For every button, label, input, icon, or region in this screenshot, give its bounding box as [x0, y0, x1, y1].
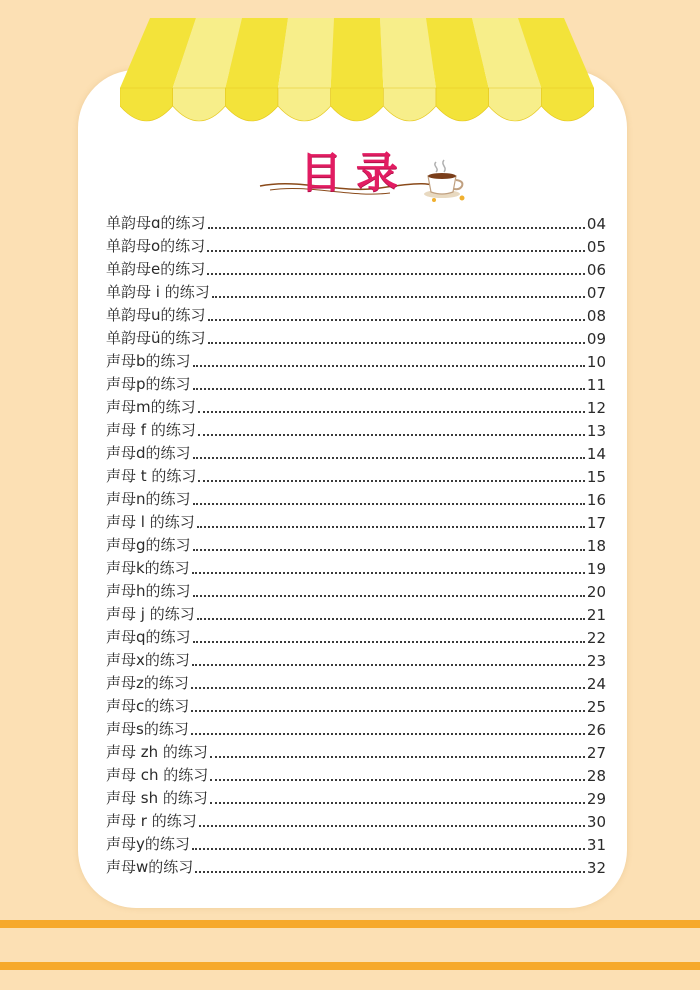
awning-scallop	[278, 88, 331, 121]
toc-entry[interactable]	[106, 647, 606, 670]
toc-entry-page: 29	[586, 790, 606, 808]
awning-scallop	[173, 88, 226, 121]
toc-entry-label: 声母d的练习	[106, 444, 191, 462]
toc-entry-label: 声母 r 的练习	[106, 812, 197, 830]
toc-leader-dots	[191, 733, 585, 735]
toc-entry-label: 声母 f 的练习	[106, 421, 196, 439]
striped-awning-icon	[120, 18, 594, 130]
toc-entry-page: 20	[586, 583, 606, 601]
toc-leader-dots	[193, 549, 585, 551]
toc-entry-label: 声母 sh 的练习	[106, 789, 208, 807]
toc-entry[interactable]	[106, 371, 606, 394]
toc-entry[interactable]	[106, 716, 606, 739]
toc-leader-dots	[208, 342, 585, 344]
toc-entry-label: 单韵母u的练习	[106, 306, 206, 324]
toc-entry[interactable]	[106, 463, 606, 486]
toc-leader-dots	[193, 595, 585, 597]
toc-leader-dots	[207, 250, 585, 252]
toc-entry-label: 单韵母e的练习	[106, 260, 206, 278]
toc-leader-dots	[191, 687, 585, 689]
toc-entry[interactable]	[106, 739, 606, 762]
toc-entry-page: 09	[586, 330, 606, 348]
toc-entry-page: 27	[586, 744, 606, 762]
toc-entry[interactable]	[106, 831, 606, 854]
toc-entry-label: 声母z的练习	[106, 674, 189, 692]
toc-leader-dots	[193, 503, 585, 505]
toc-entry-page: 32	[586, 859, 606, 877]
toc-leader-dots	[192, 848, 585, 850]
toc-leader-dots	[193, 641, 585, 643]
toc-entry-page: 31	[586, 836, 606, 854]
toc-entry[interactable]	[106, 670, 606, 693]
toc-entry-page: 26	[586, 721, 606, 739]
toc-leader-dots	[193, 457, 585, 459]
toc-leader-dots	[198, 411, 585, 413]
toc-entry-page: 21	[586, 606, 606, 624]
toc-entry-label: 单韵母ɑ的练习	[106, 214, 206, 232]
toc-entry[interactable]	[106, 233, 606, 256]
toc-entry-label: 声母n的练习	[106, 490, 191, 508]
toc-entry-page: 11	[586, 376, 606, 394]
toc-entry-page: 28	[586, 767, 606, 785]
toc-entry[interactable]	[106, 555, 606, 578]
toc-leader-dots	[193, 388, 585, 390]
toc-entry-page: 14	[586, 445, 606, 463]
awning-scallop	[331, 88, 384, 121]
toc-entry-label: 声母 ch 的练习	[106, 766, 209, 784]
toc-entry[interactable]	[106, 532, 606, 555]
toc-entry[interactable]	[106, 279, 606, 302]
toc-entry-label: 声母y的练习	[106, 835, 190, 853]
toc-entry-label: 声母p的练习	[106, 375, 191, 393]
toc-leader-dots	[191, 710, 585, 712]
toc-entry-label: 声母s的练习	[106, 720, 189, 738]
toc-leader-dots	[193, 365, 585, 367]
toc-leader-dots	[208, 319, 585, 321]
toc-entry[interactable]	[106, 601, 606, 624]
toc-entry-page: 18	[586, 537, 606, 555]
toc-leader-dots	[197, 526, 585, 528]
bottom-stripe-top	[0, 920, 700, 928]
toc-leader-dots	[210, 802, 585, 804]
toc-entry-page: 05	[586, 238, 606, 256]
toc-leader-dots	[207, 273, 585, 275]
toc-entry-label: 声母m的练习	[106, 398, 196, 416]
toc-entry-page: 15	[586, 468, 606, 486]
toc-entry[interactable]	[106, 854, 606, 877]
toc-entry-label: 声母k的练习	[106, 559, 190, 577]
toc-entry-page: 04	[586, 215, 606, 233]
toc-leader-dots	[192, 664, 585, 666]
toc-entry-page: 22	[586, 629, 606, 647]
toc-entry-page: 23	[586, 652, 606, 670]
awning-scallop	[489, 88, 542, 121]
toc-entry[interactable]	[106, 417, 606, 440]
toc-entry[interactable]	[106, 394, 606, 417]
toc-entry-label: 声母g的练习	[106, 536, 191, 554]
awning-scallop	[541, 88, 594, 121]
toc-entry-page: 30	[586, 813, 606, 831]
awning-scallop	[436, 88, 489, 121]
awning-scallop	[225, 88, 278, 121]
coffee-cup-icon	[422, 156, 470, 204]
toc-entry[interactable]	[106, 785, 606, 808]
table-of-contents	[106, 210, 606, 877]
title-area	[250, 138, 470, 208]
toc-entry[interactable]	[106, 762, 606, 785]
toc-entry[interactable]	[106, 302, 606, 325]
toc-leader-dots	[210, 756, 585, 758]
toc-leader-dots	[199, 825, 585, 827]
toc-entry[interactable]	[106, 348, 606, 371]
toc-entry[interactable]	[106, 624, 606, 647]
toc-entry-page: 24	[586, 675, 606, 693]
toc-entry-page: 08	[586, 307, 606, 325]
toc-entry-label: 声母 l 的练习	[106, 513, 195, 531]
toc-entry-page: 16	[586, 491, 606, 509]
toc-entry[interactable]	[106, 693, 606, 716]
toc-entry[interactable]	[106, 210, 606, 233]
toc-leader-dots	[210, 779, 585, 781]
toc-leader-dots	[198, 434, 585, 436]
toc-entry-page: 25	[586, 698, 606, 716]
toc-entry[interactable]	[106, 509, 606, 532]
toc-leader-dots	[212, 296, 585, 298]
toc-entry-page: 12	[586, 399, 606, 417]
awning-scallop	[383, 88, 436, 121]
toc-entry-label: 声母x的练习	[106, 651, 190, 669]
toc-entry[interactable]	[106, 440, 606, 463]
toc-entry-page: 19	[586, 560, 606, 578]
toc-entry-page: 06	[586, 261, 606, 279]
toc-entry-label: 声母c的练习	[106, 697, 190, 715]
toc-entry-label: 声母q的练习	[106, 628, 191, 646]
toc-leader-dots	[197, 618, 585, 620]
toc-entry-page: 13	[586, 422, 606, 440]
toc-entry-label: 单韵母o的练习	[106, 237, 206, 255]
toc-leader-dots	[195, 871, 585, 873]
toc-entry[interactable]	[106, 578, 606, 601]
toc-leader-dots	[208, 227, 585, 229]
toc-entry-page: 10	[586, 353, 606, 371]
toc-entry-label: 声母b的练习	[106, 352, 191, 370]
toc-entry[interactable]	[106, 486, 606, 509]
toc-entry[interactable]	[106, 325, 606, 348]
toc-entry-page: 17	[586, 514, 606, 532]
awning-scallop	[120, 88, 173, 121]
toc-entry-label: 声母 zh 的练习	[106, 743, 208, 761]
toc-entry[interactable]	[106, 256, 606, 279]
toc-entry[interactable]	[106, 808, 606, 831]
toc-entry-label: 单韵母 i 的练习	[106, 283, 210, 301]
page-title: 目录	[300, 148, 413, 197]
toc-entry-page: 07	[586, 284, 606, 302]
toc-entry-label: 声母w的练习	[106, 858, 194, 876]
bottom-stripe-bottom	[0, 962, 700, 970]
toc-entry-label: 声母 t 的练习	[106, 467, 197, 485]
toc-entry-label: 声母 j 的练习	[106, 605, 195, 623]
toc-leader-dots	[198, 480, 584, 482]
toc-entry-label: 声母h的练习	[106, 582, 191, 600]
toc-entry-label: 单韵母ü的练习	[106, 329, 206, 347]
toc-leader-dots	[192, 572, 585, 574]
